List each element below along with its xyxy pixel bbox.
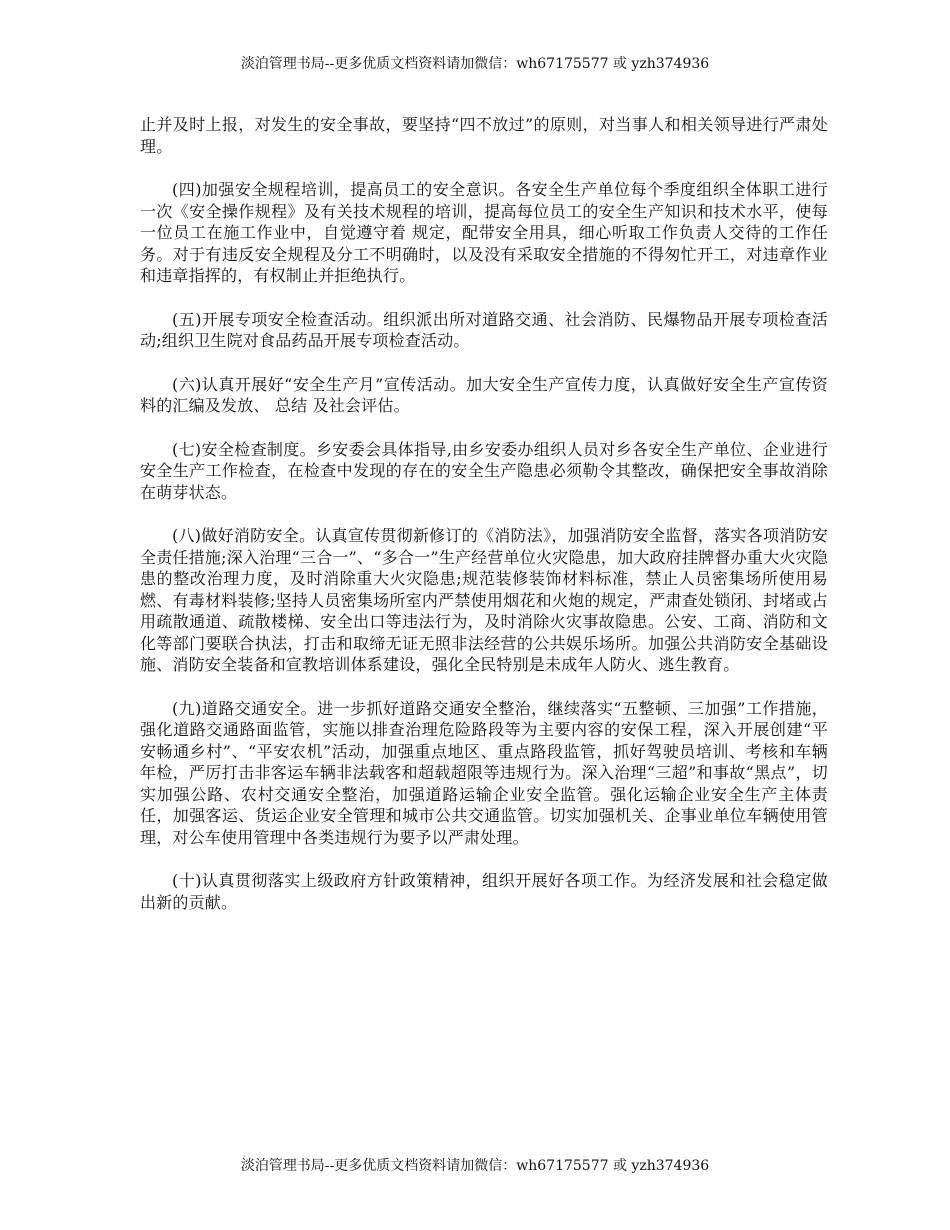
paragraph-inspection-system: (七)安全检查制度。乡安委会具体指导,由乡安委办组织人员对乡各安全生产单位、企业进行安全生产工作检查，在检查中发现的存在的安全生产隐患必须勒令其整改，确保把安全事故消除在萌芽状态。 xyxy=(140,439,828,502)
paragraph-safety-training: (四)加强安全规程培训，提高员工的安全意识。各安全生产单位每个季度组织全体职工进行一次《安全操作规程》及有关技术规程的培训，提高每位员工的安全生产知识和技术水平，使每一位员工在施工作业中，自觉遵守着 规定，配带安全用具，细心听取工作负责人交待的工作任务。对于有违反安全规程及分工不明确时，以及没有采取安全措施的不得匆忙开工，对违章作业和违章指挥的，有权制止并拒绝执行。 xyxy=(140,180,828,285)
paragraph-special-inspection: (五)开展专项安全检查活动。组织派出所对道路交通、社会消防、民爆物品开展专项检查活动;组织卫生院对食品药品开展专项检查活动。 xyxy=(140,309,828,350)
paragraph-fire-safety: (八)做好消防安全。认真宣传贯彻新修订的《消防法》，加强消防安全监督，落实各项消防安全责任措施;深入治理“三合一”、“多合一”生产经营单位火灾隐患，加大政府挂牌督办重大火灾隐患的整改治理力度，及时消除重大火灾隐患;规范装修装饰材料标准，禁止人员密集场所使用易燃、有毒材料装修;坚持人员密集场所室内严禁使用烟花和火炮的规定，严肃查处锁闭、封堵或占用疏散通道、疏散楼梯、安全出口等违法行为，及时消除火灾事故隐患。公安、工商、消防和文化等部门要联合执法，打击和取缔无证无照非法经营的公共娱乐场所。加强公共消防安全基础设施、消防安全装备和宣教培训体系建设，强化全民特别是未成年人防火、逃生教育。 xyxy=(140,526,828,674)
page-footer: 淡泊管理书局--更多优质文档资料请加微信：wh67175577 或 yzh374936 xyxy=(240,1158,710,1174)
paragraph-implementation: (十)认真贯彻落实上级政府方针政策精神，组织开展好各项工作。为经济发展和社会稳定做出新的贡献。 xyxy=(140,871,828,912)
page-header: 淡泊管理书局--更多优质文档资料请加微信：wh67175577 或 yzh374936 xyxy=(240,56,710,72)
paragraph-road-traffic: (九)道路交通安全。进一步抓好道路交通安全整治，继续落实“五整顿、三加强”工作措施，强化道路交通路面监管，实施以排查治理危险路段等为主要内容的安保工程，深入开展创建“平安畅通乡村”、“平安农机”活动，加强重点地区、重点路段监管，抓好驾驶员培训、考核和车辆年检，严厉打击非客运车辆非法载客和超载超限等违规行为。深入治理“三超”和事故“黑点”，切实加强公路、农村交通安全整治，加强道路运输企业安全监管。强化运输企业安全生产主体责任，加强客运、货运企业安全管理和城市公共交通监管。切实加强机关、企事业单位车辆使用管理，对公车使用管理中各类违规行为要予以严肃处理。 xyxy=(140,698,828,847)
paragraph-continuation: 止并及时上报，对发生的安全事故，要坚持“四不放过”的原则，对当事人和相关领导进行严肃处理。 xyxy=(140,115,828,156)
document-body xyxy=(140,114,828,935)
paragraph-safety-month: (六)认真开展好“安全生产月”宣传活动。加大安全生产宣传力度，认真做好安全生产宣传资料的汇编及发放、 总结 及社会评估。 xyxy=(140,374,828,415)
